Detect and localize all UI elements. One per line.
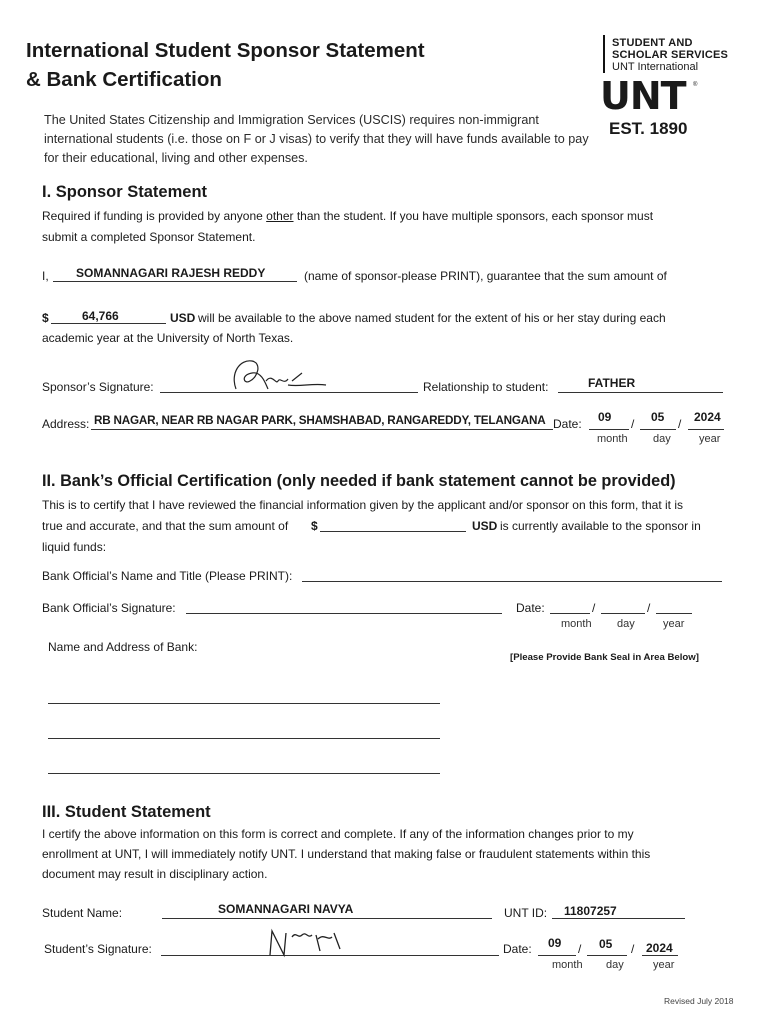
- bank-dollar-sign: $: [311, 519, 318, 533]
- bank-official-name-field[interactable]: [302, 581, 722, 582]
- sponsor-date-month-field[interactable]: [589, 429, 629, 430]
- student-name-field[interactable]: [162, 918, 492, 919]
- req-text-2: than the student. If you have multiple sponsors, each sponsor must: [293, 209, 654, 223]
- bank-address-line-2[interactable]: [48, 738, 440, 739]
- bank-date-year-field[interactable]: [656, 613, 692, 614]
- req-text-1: Required if funding is provided by anyone: [42, 209, 267, 223]
- sponsor-date-year-field[interactable]: [688, 429, 724, 430]
- student-date-year-value: 2024: [646, 941, 673, 955]
- logo-text-2: SCHOLAR SERVICES: [612, 49, 729, 61]
- date-separator: /: [631, 942, 635, 956]
- section-2-para-2a: true and accurate, and that the sum amount of: [42, 519, 289, 533]
- revision-note: Revised July 2018: [664, 996, 734, 1006]
- student-signature-image: [262, 925, 352, 961]
- bank-usd-label: USD: [472, 519, 498, 533]
- bank-date-day-field[interactable]: [601, 613, 645, 614]
- month-caption: month: [597, 433, 628, 445]
- student-date-month-value: 09: [548, 936, 562, 950]
- student-name-label: Student Name:: [42, 906, 123, 920]
- year-caption: year: [699, 433, 721, 445]
- year-caption: year: [653, 959, 675, 971]
- date-separator: /: [578, 942, 582, 956]
- amount-line-2: academic year at the University of North Texas.: [42, 331, 294, 345]
- day-caption: day: [606, 959, 624, 971]
- logo-divider: [603, 35, 605, 73]
- sponsor-date-year-value: 2024: [694, 410, 721, 424]
- unt-id-value: 11807257: [564, 904, 617, 918]
- unt-id-field[interactable]: [552, 918, 685, 919]
- section-2-heading: II. Bank’s Official Certification (only needed if bank statement cannot be provided): [42, 472, 676, 490]
- student-name-value: SOMANNAGARI NAVYA: [218, 902, 354, 916]
- unt-logo: UNT: [600, 74, 686, 118]
- usd-label: USD: [170, 311, 196, 325]
- day-caption: day: [653, 433, 671, 445]
- sponsor-date-day-value: 05: [651, 410, 665, 424]
- dollar-sign: $: [42, 311, 49, 325]
- bank-seal-note: [Please Provide Bank Seal in Area Below]: [510, 652, 699, 663]
- address-field[interactable]: [91, 429, 553, 430]
- relationship-label: Relationship to student:: [423, 380, 549, 394]
- section-2-para-2b: is currently available to the sponsor in: [500, 519, 701, 533]
- bank-official-signature-label: Bank Official’s Signature:: [42, 601, 176, 615]
- bank-date-month-field[interactable]: [550, 613, 590, 614]
- bank-amount-field[interactable]: [320, 531, 466, 532]
- logo-text-1: STUDENT AND: [612, 37, 693, 49]
- sponsor-name-value: SOMANNAGARI RAJESH REDDY: [76, 266, 266, 280]
- address-label: Address:: [42, 417, 90, 431]
- bank-name-address-label: Name and Address of Bank:: [48, 640, 198, 654]
- title-line-2: & Bank Certification: [26, 68, 222, 91]
- relationship-field[interactable]: [558, 392, 723, 393]
- unt-id-label: UNT ID:: [504, 906, 548, 920]
- section-2-para-3: liquid funds:: [42, 540, 107, 554]
- logo-established: EST. 1890: [609, 119, 688, 138]
- section-1-heading: I. Sponsor Statement: [42, 183, 208, 201]
- sponsor-date-day-field[interactable]: [640, 429, 676, 430]
- sponsor-signature-image: [222, 355, 332, 397]
- intro-paragraph: The United States Citizenship and Immigration Services (USCIS) requires non-immigrant international students (i.e. those on F or J visas) to verify that they will have funds available to pay for their educational, living and other expenses.: [44, 113, 589, 165]
- req-other-underlined: other: [266, 209, 294, 223]
- i-prefix: I,: [42, 269, 49, 283]
- date-separator: /: [592, 601, 596, 615]
- date-separator: /: [647, 601, 651, 615]
- day-caption: day: [617, 618, 635, 630]
- section-1-requirement: [42, 208, 653, 224]
- student-date-label: Date:: [503, 942, 532, 956]
- relationship-value: FATHER: [588, 376, 636, 390]
- student-date-day-value: 05: [599, 937, 613, 951]
- amount-suffix: will be available to the above named student for the extent of his or her stay during each: [198, 311, 666, 325]
- sponsor-amount-field[interactable]: [51, 323, 166, 324]
- bank-official-signature-field[interactable]: [186, 613, 502, 614]
- sponsor-name-suffix: (name of sponsor-please PRINT), guarantee that the sum amount of: [304, 269, 667, 283]
- section-2-para-1: This is to certify that I have reviewed the financial information given by the applicant and/or sponsor on this form, that it is: [42, 498, 683, 512]
- address-value: RB NAGAR, NEAR RB NAGAR PARK, SHAMSHABAD, RANGAREDDY, TELANGANA: [94, 414, 546, 427]
- bank-address-line-3[interactable]: [48, 773, 440, 774]
- student-date-month-field[interactable]: [538, 955, 576, 956]
- sponsor-name-field[interactable]: [53, 281, 297, 282]
- page-title: [26, 36, 466, 94]
- title-line-1: International Student Sponsor Statement: [26, 39, 425, 62]
- section-3-para-1: I certify the above information on this form is correct and complete. If any of the information changes prior to my: [42, 827, 634, 841]
- sponsor-date-label: Date:: [553, 417, 582, 431]
- bank-official-name-label: Bank Official’s Name and Title (Please PRINT):: [42, 569, 293, 583]
- bank-address-line-1[interactable]: [48, 703, 440, 704]
- year-caption: year: [663, 618, 685, 630]
- sponsor-date-month-value: 09: [598, 410, 612, 424]
- logo-text-3: UNT International: [612, 61, 699, 73]
- trademark-mark: ®: [693, 82, 698, 88]
- date-separator: /: [678, 417, 682, 431]
- student-date-day-field[interactable]: [587, 955, 627, 956]
- section-3-para-2: enrollment at UNT, I will immediately notify UNT. I understand that making false or fraudulent statements within this: [42, 847, 651, 861]
- section-1-requirement-line-2: submit a completed Sponsor Statement.: [42, 230, 256, 244]
- sponsor-amount-value: 64,766: [82, 309, 119, 323]
- sponsor-signature-label: Sponsor’s Signature:: [42, 380, 154, 394]
- date-separator: /: [631, 417, 635, 431]
- section-3-para-3: document may result in disciplinary action.: [42, 867, 268, 881]
- student-signature-label: Student’s Signature:: [44, 942, 152, 956]
- month-caption: month: [561, 618, 592, 630]
- student-date-year-field[interactable]: [642, 955, 678, 956]
- month-caption: month: [552, 959, 583, 971]
- section-3-heading: III. Student Statement: [42, 803, 211, 821]
- bank-date-label: Date:: [516, 601, 545, 615]
